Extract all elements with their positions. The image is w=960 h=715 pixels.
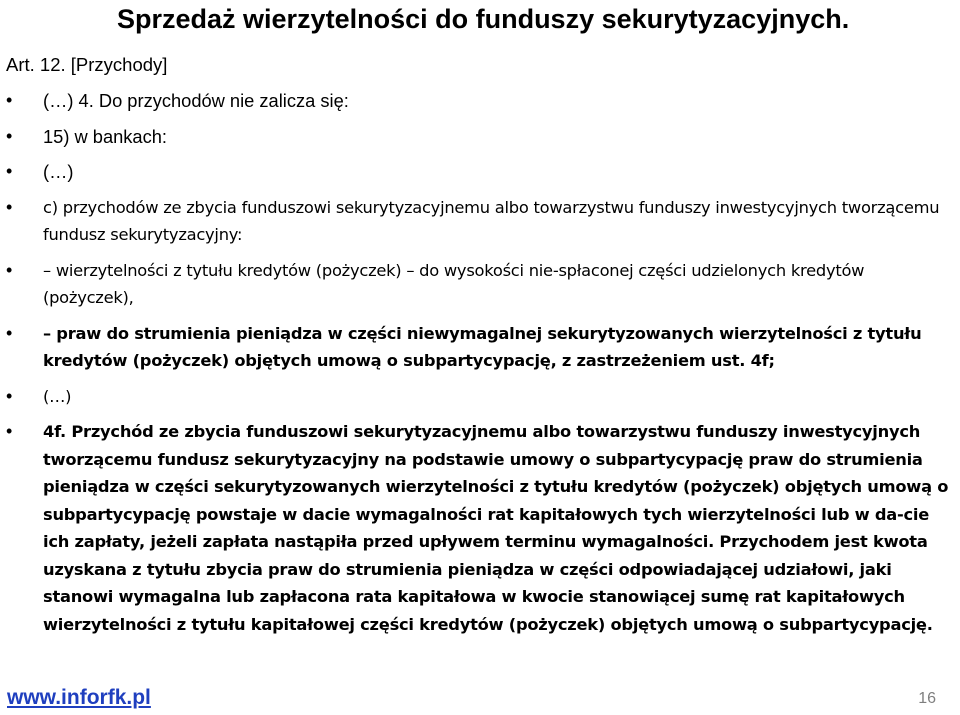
list-item: • c) przychodów ze zbycia funduszowi sekurytyzacyjnemu albo towarzystwu funduszy inwestycyjnych tworzącemu fundusz sekurytyzacyjny: xyxy=(0,194,960,249)
list-item: • (…) 4. Do przychodów nie zalicza się: xyxy=(0,87,960,115)
list-item: • 4f. Przychód ze zbycia funduszowi sekurytyzacyjnemu albo towarzystwu funduszy inwestycyjnych tworzącemu fundusz sekurytyzacyjny na podstawie umowy o subpartycypację praw do strumienia pieniądza w części sekurytyzowanych wierzytelności z tytułu kredytów (pożyczek) objętych umową o subpartycypację powstaje w dacie wymagalności rat kapitałowych tych wierzytelności lub w da-cie ich zapłaty, jeżeli zapłata nastąpiła przed upływem terminu wymagalności. Przychodem jest kwota uzyskana z tytułu zbycia praw do strumienia pieniądza w części odpowiadającej udziałowi, jaki stanowi wymagalna lub zapłacona rata kapitałowa w kwocie stanowiącej sumę rat kapitałowych wierzytelności z tytułu kapitałowej części kredytów (pożyczek) objętych umową o subpartycypację. xyxy=(0,418,960,638)
slide-title: Sprzedaż wierzytelności do funduszy sekurytyzacyjnych. xyxy=(117,4,850,34)
list-item: • (…) xyxy=(0,383,960,411)
list-item: • – wierzytelności z tytułu kredytów (pożyczek) – do wysokości nie-spłaconej części udzielonych kredytów (pożyczek), xyxy=(0,257,960,312)
page-number: 16 xyxy=(918,690,936,707)
list-item: • 15) w bankach: xyxy=(0,123,960,151)
list-item: • – praw do strumienia pieniądza w części niewymagalnej sekurytyzowanych wierzytelności z tytułu kredytów (pożyczek) objętych umową o subpartycypację, z zastrzeżeniem ust. 4f; xyxy=(0,320,960,375)
article-heading: Art. 12. [Przychody] xyxy=(6,54,168,75)
footer-website-link[interactable]: www.inforfk.pl xyxy=(7,686,151,709)
list-item: • (…) xyxy=(0,158,960,186)
content-list xyxy=(0,87,960,648)
